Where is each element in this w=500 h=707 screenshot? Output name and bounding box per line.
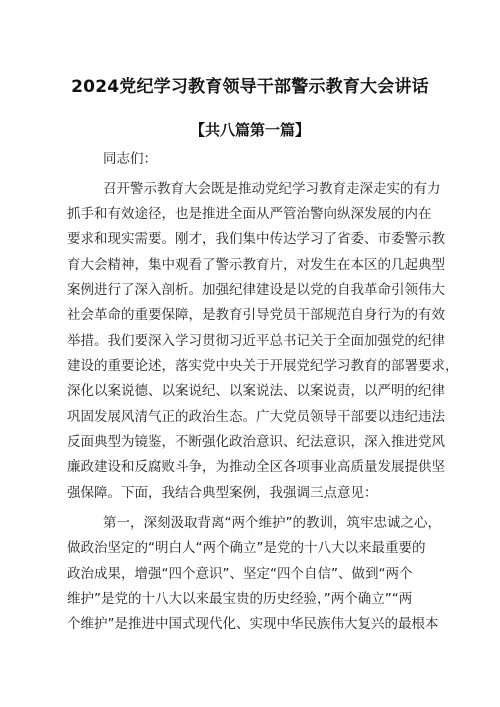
paragraph-line: 做政治坚定的“明白人“两个确立”是党的十八大以来最重要的 bbox=[67, 540, 426, 556]
paragraph-line: 育大会精神，集中观看了警示教育片，对发生在本区的几起典型 bbox=[67, 257, 445, 273]
paragraph-line: 建设的重要论述，落实党中央关于开展党纪学习教育的部署要求， bbox=[67, 358, 459, 374]
paragraph-line: 案例进行了深入剖析。加强纪律建设是以党的自我革命引领伟大 bbox=[67, 282, 445, 298]
paragraph-line: 要求和现实需要。刚才，我们集中传达学习了省委、市委警示教 bbox=[67, 231, 445, 247]
paragraph-line: 廉政建设和反腐败斗争，为推动全区各项事业高质量发展提供坚 bbox=[67, 459, 445, 475]
paragraph-line: 召开警示教育大会既是推动党纪学习教育走深走实的有力 bbox=[103, 181, 441, 197]
paragraph-line: 反面典型为镜鉴，不断强化政治意识、纪法意识，深入推进党风 bbox=[67, 434, 445, 450]
paragraph-line: 维护”是党的十八大以来最宝贵的历史经验，”两个确立”“两 bbox=[67, 591, 413, 607]
paragraph-line: 举措。我们要深入学习贯彻习近平总书记关于全面加强党的纪律 bbox=[67, 333, 445, 349]
document-title: 2024党纪学习教育领导干部警示教育大会讲话 bbox=[71, 77, 429, 97]
paragraph-line: 政治成果，增强“四个意识”、坚定“四个自信”、做到“两个 bbox=[67, 566, 413, 582]
paragraph-line: 强保障。下面，我结合典型案例，我强调三点意见： bbox=[67, 485, 378, 501]
paragraph-line: 个维护”是推进中国式现代化、实现中华民族伟大复兴的最根本 bbox=[67, 616, 439, 632]
document-subtitle: 【共八篇第一篇】 bbox=[189, 121, 310, 139]
paragraph-line: 深化以案说德、以案说纪、以案说法、以案说责，以严明的纪律 bbox=[67, 383, 445, 399]
paragraph-line: 第一，深刻汲取背离“两个维护”的教训，筑牢忠诚之心， bbox=[103, 515, 441, 531]
paragraph-line: 抓手和有效途径，也是推进全面从严管治警向纵深发展的内在 bbox=[67, 206, 432, 222]
paragraph-line: 社会革命的重要保障，是教育引导党员干部规范自身行为的有效 bbox=[67, 307, 445, 323]
paragraph-line: 巩固发展风清气正的政治生态。广大党员领导干部要以违纪违法 bbox=[67, 409, 445, 425]
salutation: 同志们： bbox=[103, 151, 157, 167]
